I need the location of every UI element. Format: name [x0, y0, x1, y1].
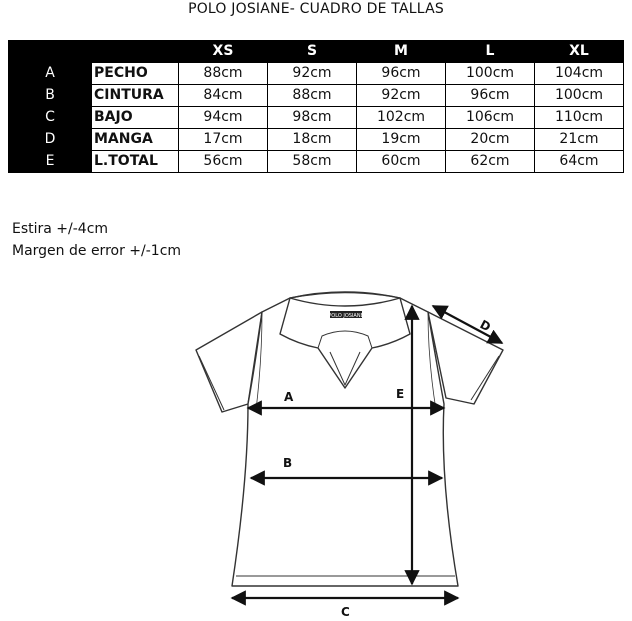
table-cell: 56cm	[179, 151, 268, 173]
size-header-s: S	[268, 41, 357, 63]
table-row	[9, 107, 624, 129]
dimension-e-label: E	[396, 387, 405, 401]
table-cell: 96cm	[357, 63, 446, 85]
stretch-note: Estira +/-4cm	[12, 221, 109, 237]
table-cell: 92cm	[268, 63, 357, 85]
row-label: BAJO	[92, 107, 179, 129]
table-row	[9, 63, 624, 85]
table-cell: 98cm	[268, 107, 357, 129]
error-margin-note: Margen de error +/-1cm	[12, 243, 182, 259]
table-cell: 17cm	[179, 129, 268, 151]
row-letter: C	[9, 107, 92, 129]
size-header-xl: XL	[535, 41, 624, 63]
table-cell: 94cm	[179, 107, 268, 129]
table-header-row	[9, 41, 624, 63]
size-header-xs: XS	[179, 41, 268, 63]
table-row	[9, 85, 624, 107]
table-cell: 106cm	[446, 107, 535, 129]
size-header-m: M	[357, 41, 446, 63]
row-label: MANGA	[92, 129, 179, 151]
table-cell: 62cm	[446, 151, 535, 173]
table-cell: 20cm	[446, 129, 535, 151]
row-letter: D	[9, 129, 92, 151]
brand-tag-text: POLO JOSIANE	[328, 313, 364, 319]
row-label: PECHO	[92, 63, 179, 85]
table-cell: 18cm	[268, 129, 357, 151]
table-cell: 102cm	[357, 107, 446, 129]
table-cell: 100cm	[535, 85, 624, 107]
dimension-a-label: A	[284, 390, 294, 404]
row-label: CINTURA	[92, 85, 179, 107]
table-cell: 104cm	[535, 63, 624, 85]
table-cell: 92cm	[357, 85, 446, 107]
table-cell: 58cm	[268, 151, 357, 173]
polo-shirt-diagram	[0, 280, 632, 621]
row-letter: E	[9, 151, 92, 173]
brand-tag	[328, 311, 363, 319]
table-row	[9, 151, 624, 173]
table-cell: 88cm	[179, 63, 268, 85]
table-cell: 19cm	[357, 129, 446, 151]
row-label: L.TOTAL	[92, 151, 179, 173]
row-letter: A	[9, 63, 92, 85]
dimension-c-label: C	[341, 605, 350, 619]
table-cell: 96cm	[446, 85, 535, 107]
table-cell: 21cm	[535, 129, 624, 151]
dimension-b-label: B	[283, 456, 293, 470]
table-corner-cell	[9, 41, 92, 63]
table-cell: 60cm	[357, 151, 446, 173]
page-title: POLO JOSIANE- CUADRO DE TALLAS	[188, 1, 444, 17]
row-letter: B	[9, 85, 92, 107]
dimension-d-label: D	[477, 317, 493, 335]
table-cell: 84cm	[179, 85, 268, 107]
size-header-l: L	[446, 41, 535, 63]
table-row	[9, 129, 624, 151]
table-cell: 64cm	[535, 151, 624, 173]
size-chart-table	[8, 40, 624, 173]
table-cell: 88cm	[268, 85, 357, 107]
table-cell: 100cm	[446, 63, 535, 85]
table-cell: 110cm	[535, 107, 624, 129]
polo-shirt-outline	[196, 292, 503, 586]
table-label-header	[92, 41, 179, 63]
